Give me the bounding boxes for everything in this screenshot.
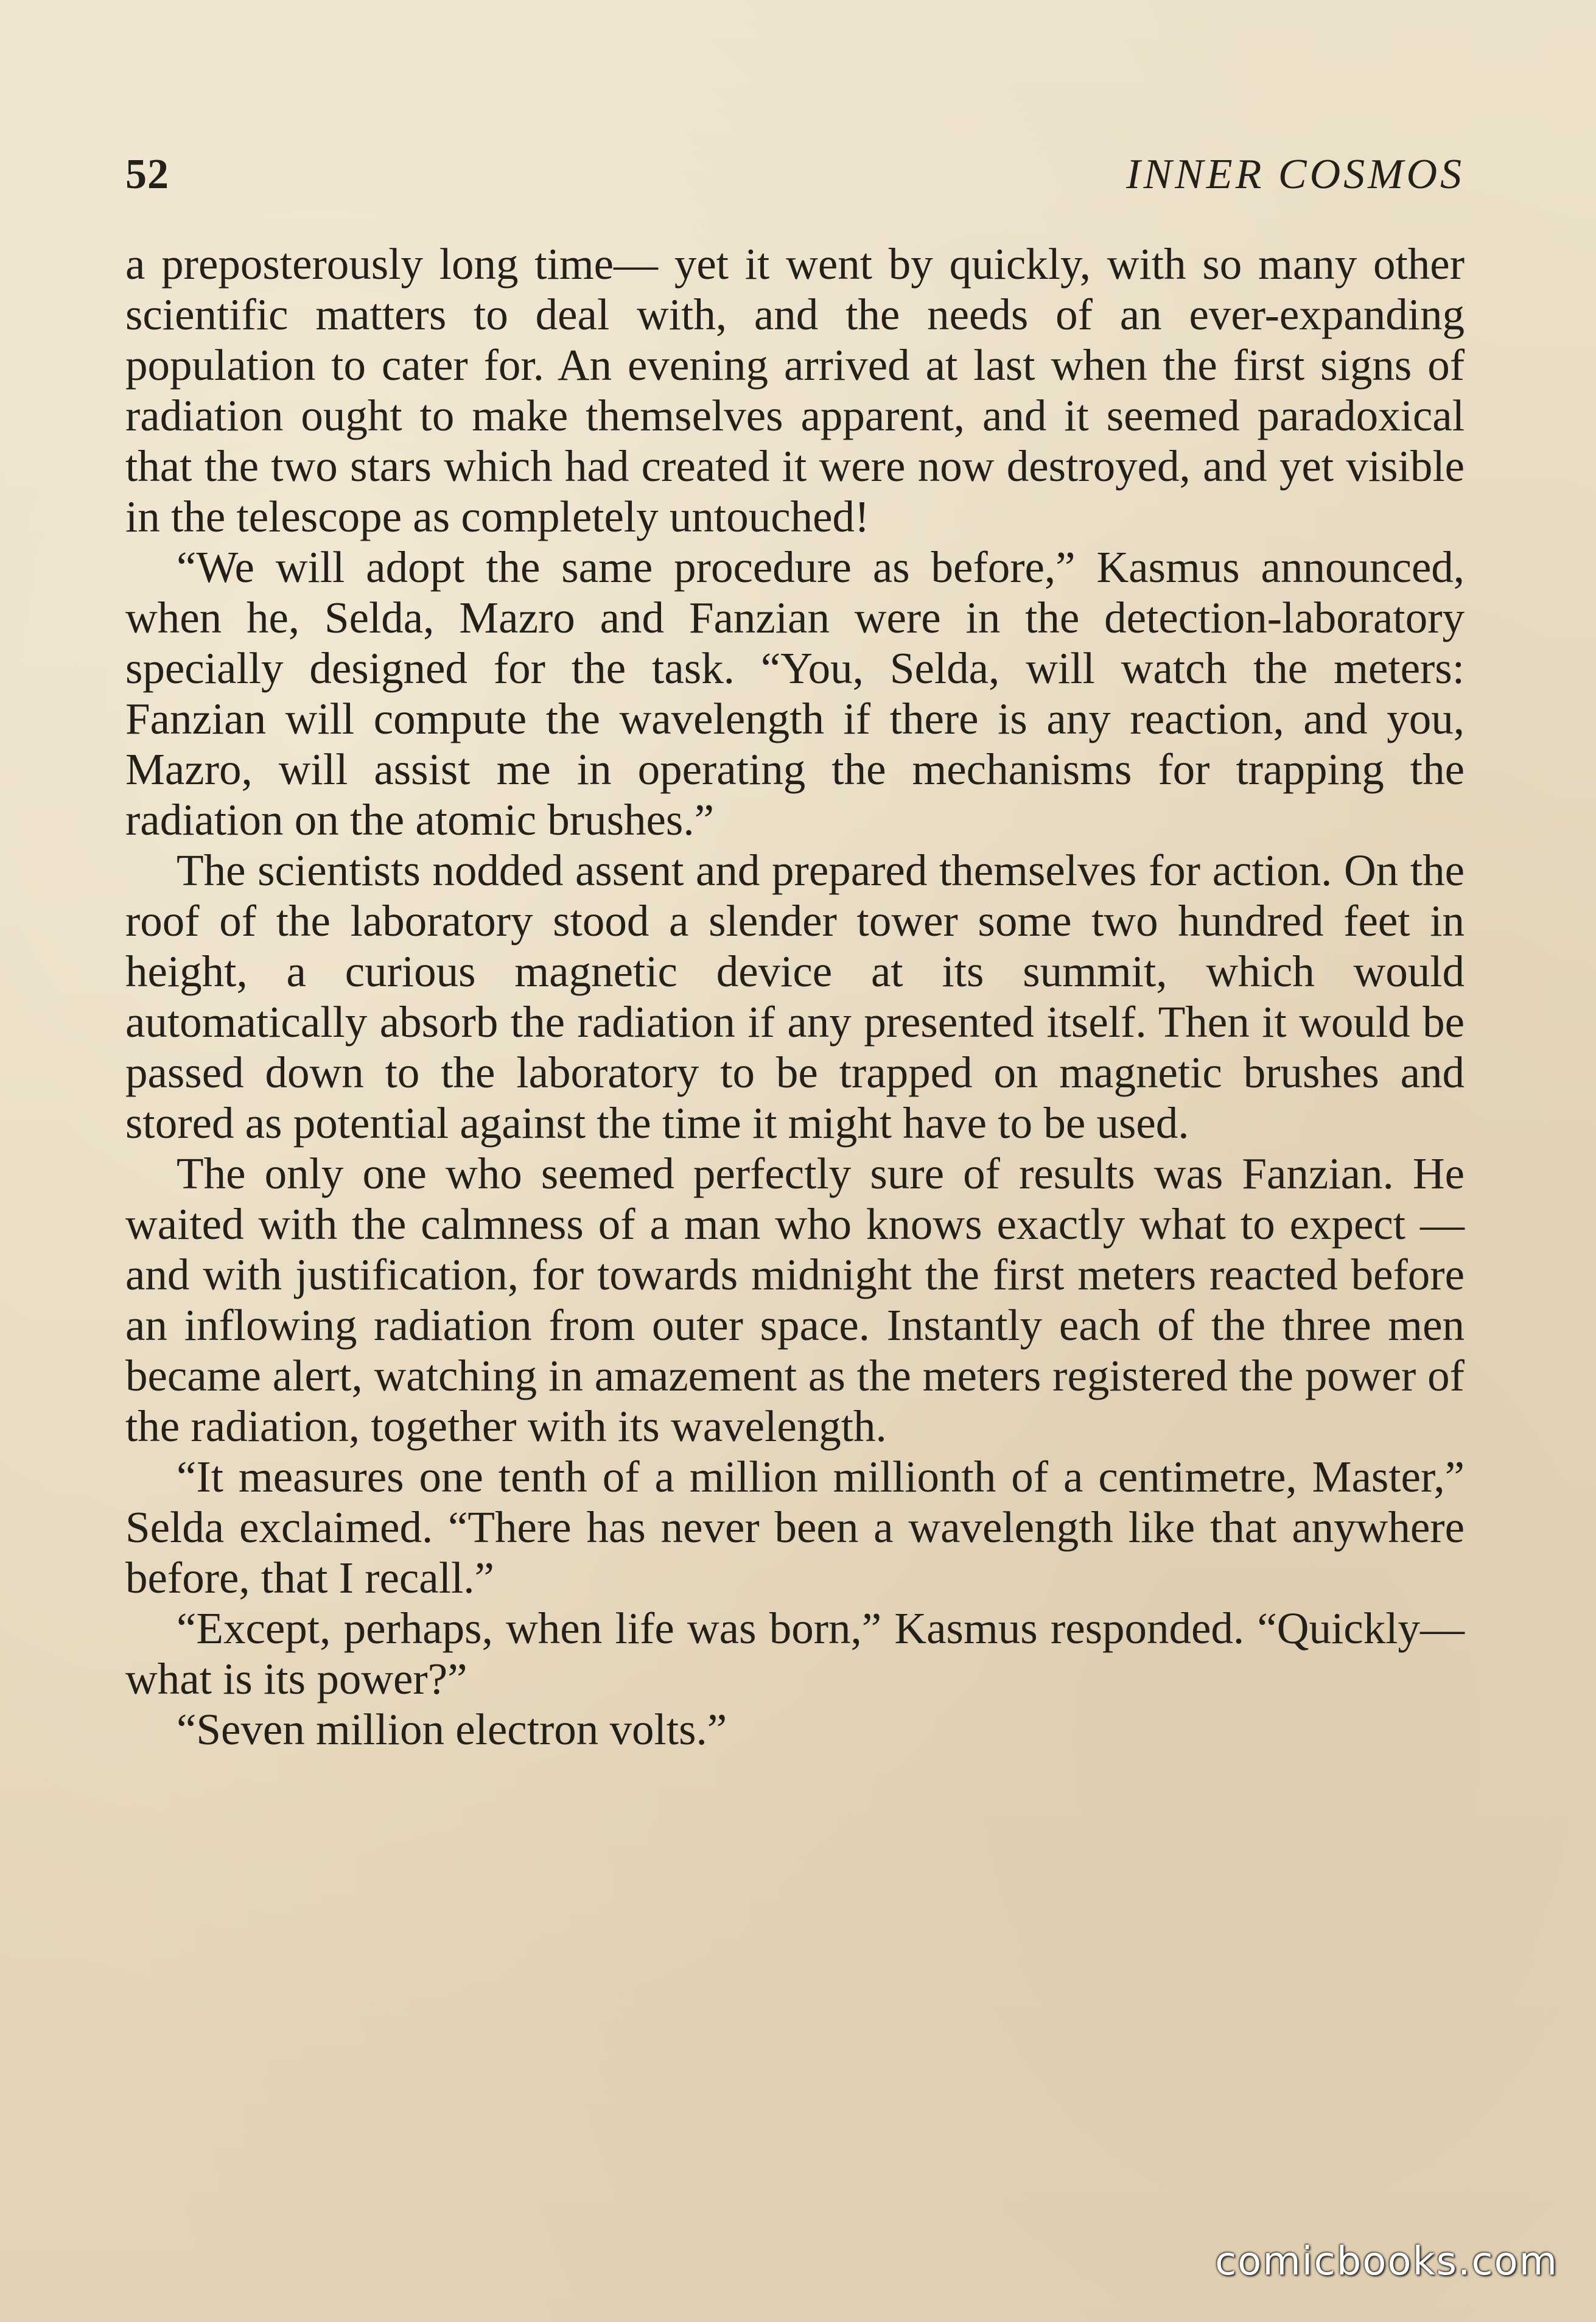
running-head: INNER COSMOS bbox=[1126, 151, 1465, 198]
paragraph: “We will adopt the same procedure as before,” Kasmus announced, when he, Selda, Mazro and Fanzian were in the detection-laboratory specially designed for the task. “You, Selda, will watch the meters: Fanzian will compute the wavelength if there is any reaction, and you, Mazro, will assist me in operating the mechanisms for trapping the radiation on the atomic brushes.” bbox=[125, 542, 1465, 844]
page-number: 52 bbox=[125, 151, 169, 198]
body-text bbox=[125, 239, 1465, 1755]
page-header bbox=[125, 141, 1465, 208]
paragraph: a preposterously long time— yet it went by quickly, with so many other scientific matters to deal with, and the needs of an ever-expanding population to cater for. An evening arrived at last when the first signs of radiation ought to make themselves apparent, and it seemed paradoxical that the two stars which had created it were now destroyed, and yet visible in the telescope as completely untouched! bbox=[125, 239, 1465, 541]
paragraph: The only one who seemed perfectly sure of results was Fanzian. He waited with the calmness of a man who knows exactly what to expect — and with justification, for towards midnight the first meters reacted before an inflowing radiation from outer space. Instantly each of the three men became alert, watching in amazement as the meters registered the power of the radiation, together with its wavelength. bbox=[125, 1149, 1465, 1451]
paragraph: “Except, perhaps, when life was born,” Kasmus responded. “Quickly—what is its power?” bbox=[125, 1604, 1465, 1703]
paragraph: “Seven million electron volts.” bbox=[177, 1705, 727, 1754]
site-watermark: comicbooks.com bbox=[1214, 2239, 1558, 2284]
paragraph: “It measures one tenth of a million millionth of a centimetre, Master,” Selda exclaimed. “There has never been a wavelength like that anywhere before, that I recall.” bbox=[125, 1452, 1465, 1602]
paragraph: The scientists nodded assent and prepared themselves for action. On the roof of the laboratory stood a slender tower some two hundred feet in height, a curious magnetic device at its summit, which would automatically absorb the radiation if any presented itself. Then it would be passed down to the laboratory to be trapped on magnetic brushes and stored as potential against the time it might have to be used. bbox=[125, 846, 1465, 1148]
